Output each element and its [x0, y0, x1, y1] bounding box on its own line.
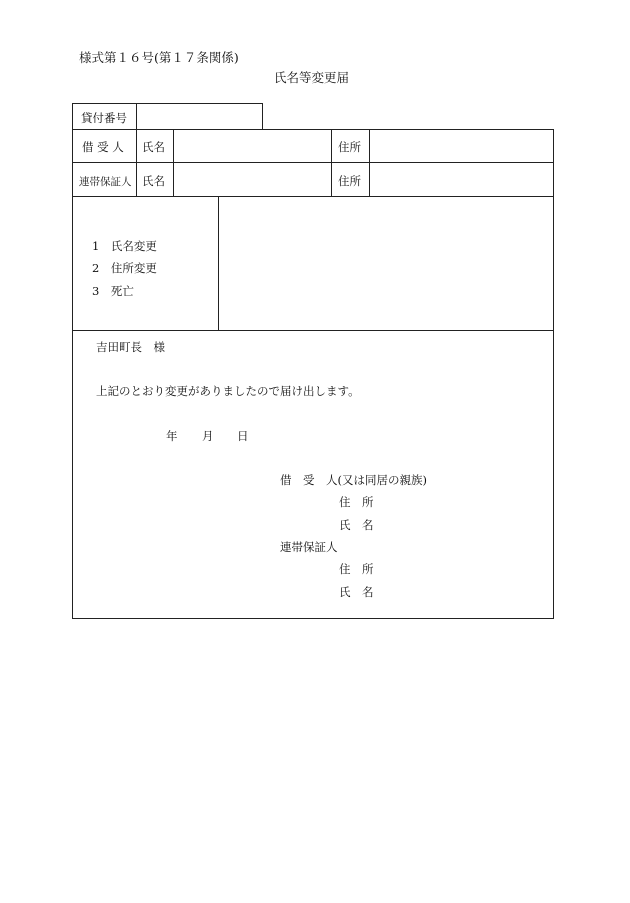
guarantor-name-field[interactable]	[174, 163, 330, 196]
statement: 上記のとおり変更がありましたので届け出します。	[96, 384, 360, 398]
loan-number-label: 貸付番号	[81, 111, 127, 125]
change-details-field[interactable]	[219, 197, 552, 329]
borrower-signature-name: 氏 名	[339, 518, 374, 532]
borrower-name-field[interactable]	[174, 130, 330, 162]
table-left-border	[72, 103, 73, 619]
addressee: 吉田町長 様	[96, 340, 165, 354]
date-year: 年	[166, 429, 178, 443]
form-number: 様式第１６号(第１７条関係)	[79, 50, 239, 65]
borrower-signature-address: 住 所	[339, 495, 374, 509]
borrower-name-label: 氏名	[142, 140, 165, 154]
guarantor-role-label: 連帯保証人	[79, 176, 132, 188]
guarantor-signature-name: 氏 名	[339, 585, 374, 599]
loan-box-right	[262, 103, 263, 129]
borrower-address-label: 住所	[338, 140, 361, 154]
date-month: 月	[202, 429, 214, 443]
party-col-divider-1	[136, 129, 137, 196]
guarantor-address-field[interactable]	[370, 163, 552, 196]
page-title: 氏名等変更届	[274, 70, 350, 85]
borrower-signature-label: 借 受 人(又は同居の親族)	[280, 473, 427, 487]
borrower-address-field[interactable]	[370, 130, 552, 162]
table-bottom-border	[72, 618, 554, 619]
table-right-border	[553, 129, 554, 619]
guarantor-address-label: 住所	[338, 174, 361, 188]
borrower-role-label: 借 受 人	[82, 140, 124, 154]
party-col-divider-3	[331, 129, 332, 196]
change-option-name[interactable]: 1 氏名変更	[92, 239, 157, 253]
guarantor-name-label: 氏名	[142, 174, 165, 188]
loan-number-field[interactable]	[137, 104, 261, 128]
guarantor-signature-address: 住 所	[339, 562, 374, 576]
table-row-line-4	[72, 330, 554, 331]
change-option-death[interactable]: 3 死亡	[92, 284, 134, 298]
change-option-address[interactable]: 2 住所変更	[92, 261, 157, 275]
guarantor-signature-label: 連帯保証人	[280, 540, 338, 554]
date-day: 日	[237, 429, 249, 443]
